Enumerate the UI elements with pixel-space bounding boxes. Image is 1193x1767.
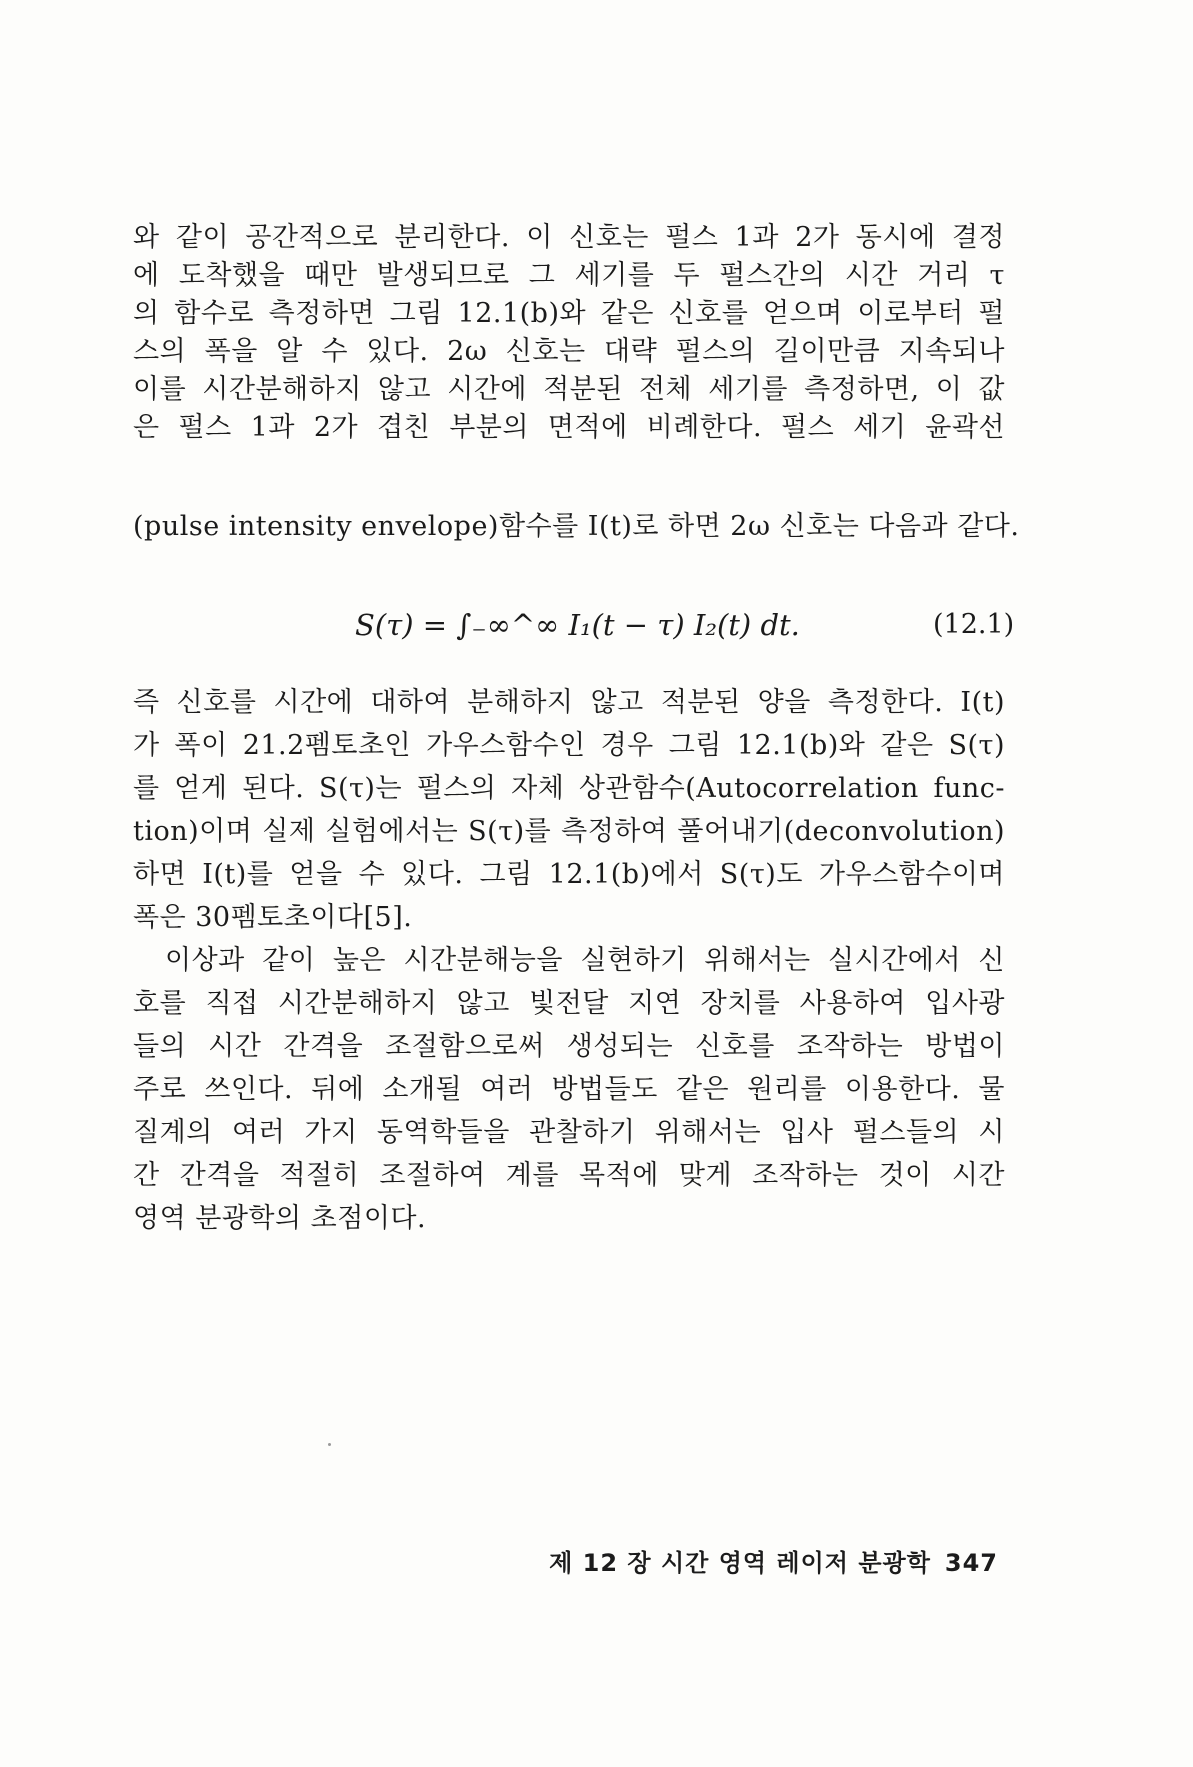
text-line: 에 도착했을 때만 발생되므로 그 세기를 두 펄스간의 시간 거리 τ [133, 260, 1005, 291]
text-line: 하면 I(t)를 얻을 수 있다. 그림 12.1(b)에서 S(τ)도 가우스함수이며 [133, 859, 1005, 890]
text-line: 를 얻게 된다. S(τ)는 펄스의 자체 상관함수(Autocorrelation func- [133, 773, 1005, 804]
equation-number: (12.1) [933, 609, 1015, 640]
text-line: 이를 시간분해하지 않고 시간에 적분된 전체 세기를 측정하면, 이 값 [133, 374, 1005, 405]
text-line: 스의 폭을 알 수 있다. 2ω 신호는 대략 펄스의 길이만큼 지속되나 [133, 336, 1005, 367]
equation: S(τ) = ∫₋∞^∞ I₁(t − τ) I₂(t) dt. [355, 608, 800, 642]
text-line: 의 함수로 측정하면 그림 12.1(b)와 같은 신호를 얻으며 이로부터 펄 [133, 298, 1005, 329]
text-line: 즉 신호를 시간에 대하여 분해하지 않고 적분된 양을 측정한다. I(t) [133, 687, 1005, 718]
text-line: 간 간격을 적절히 조절하여 계를 목적에 맞게 조작하는 것이 시간 [133, 1160, 1005, 1191]
text-line: 주로 쓰인다. 뒤에 소개될 여러 방법들도 같은 원리를 이용한다. 물 [133, 1074, 1005, 1105]
text-line: 영역 분광학의 초점이다. [133, 1203, 427, 1234]
text-line: 와 같이 공간적으로 분리한다. 이 신호는 펄스 1과 2가 동시에 결정 [133, 222, 1005, 253]
text-line: 들의 시간 간격을 조절함으로써 생성되는 신호를 조작하는 방법이 [133, 1031, 1005, 1062]
chapter-title: 제 12 장 시간 영역 레이저 분광학 [549, 1549, 931, 1577]
text-line: 가 폭이 21.2펨토초인 가우스함수인 경우 그림 12.1(b)와 같은 S(τ) [133, 730, 1005, 761]
speck-mark [328, 1443, 331, 1446]
text-line: tion)이며 실제 실험에서는 S(τ)를 측정하여 풀어내기(deconvolution) [133, 816, 1005, 847]
text-line: 호를 직접 시간분해하지 않고 빛전달 지연 장치를 사용하여 입사광 [133, 988, 1005, 1019]
text-line: 은 펄스 1과 2가 겹친 부분의 면적에 비례한다. 펄스 세기 윤곽선 [133, 412, 1005, 443]
text-line: 이상과 같이 높은 시간분해능을 실현하기 위해서는 실시간에서 신 [165, 945, 1005, 976]
text-line: 질계의 여러 가지 동역학들을 관찰하기 위해서는 입사 펄스들의 시 [133, 1117, 1005, 1148]
page-footer [549, 1548, 998, 1578]
text-line: 폭은 30펨토초이다[5]. [133, 902, 413, 933]
page-number: 347 [944, 1549, 998, 1577]
text-line: (pulse intensity envelope)함수를 I(t)로 하면 2ω 신호는 다음과 같다. [133, 511, 1020, 542]
